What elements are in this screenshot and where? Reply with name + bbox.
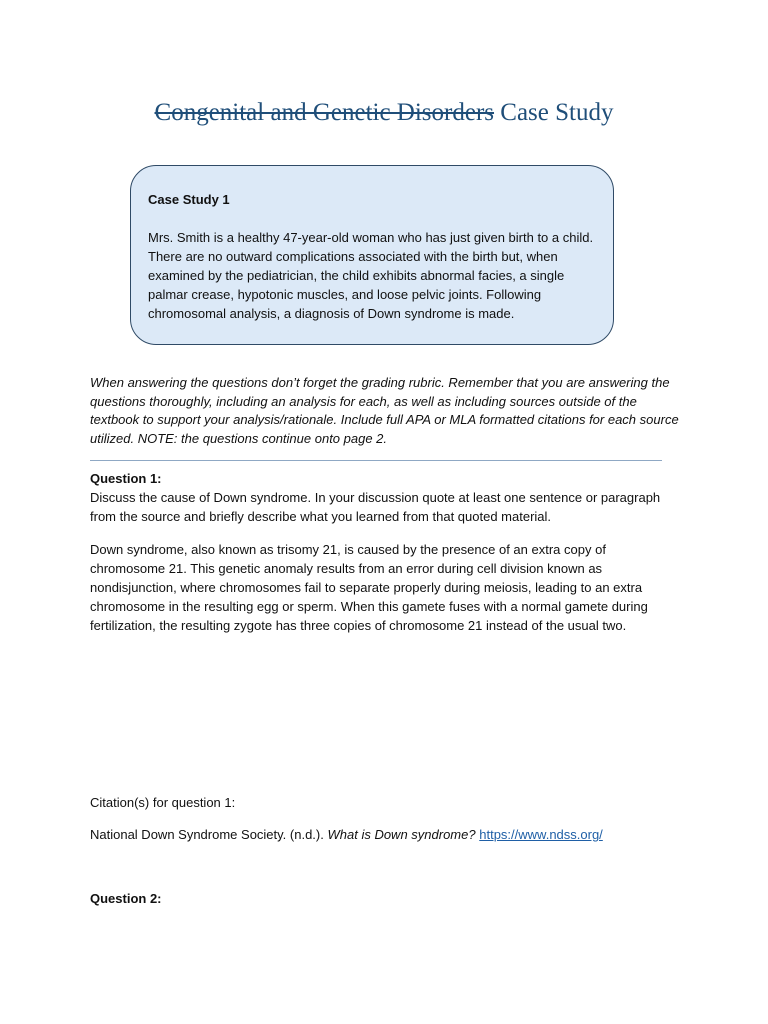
citation-work-title: What is Down syndrome? [327,827,476,842]
question-2-label: Question 2: [90,891,162,906]
page-title [0,98,768,128]
citation-link[interactable]: https://www.ndss.org/ [479,827,603,842]
question-1-label: Question 1: [90,471,162,486]
case-study-box [130,165,614,345]
page-title-rest: Case Study [494,99,614,126]
question-1-answer[interactable]: Down syndrome, also known as trisomy 21, is caused by the presence of an extra copy of chromosome 21. This genetic anomaly results from an error during cell division known as nondisjunction, where chromosomes fail to separate properly during meiosis, leading to an extra chromosome in the resulting egg or sperm. When this gamete fuses with a normal gamete during fertilization, the resulting zygote has three copies of chromosome 21 instead of the usual two. [90,542,648,633]
case-study-text: Mrs. Smith is a healthy 47-year-old woman who has just given birth to a child. There are no outward complications associated with the birth but, when examined by the pediatrician, the child exhibits abnormal facies, a single palmar crease, hypotonic muscles, and loose pelvic joints. Following chromosomal analysis, a diagnosis of Down syndrome is made. [148,230,594,321]
instructions-text: When answering the questions don’t forget the grading rubric. Remember that you are answering the questions thoroughly, including an analysis for each, as well as including sources outside of the textbook to support your analysis/rationale. Include full APA or MLA formatted citations for each source utilized. NOTE: the questions continue onto page 2. [90,375,679,446]
page-title-struck: Congenital and Genetic Disorders [154,99,495,126]
citation-author: National Down Syndrome Society. (n.d.). [90,827,328,842]
question-1-prompt: Discuss the cause of Down syndrome. In your discussion quote at least one sentence or paragraph from the source and briefly describe what you learned from that quoted material. [90,490,661,524]
case-study-heading: Case Study 1 [148,192,230,207]
citation-entry [90,825,682,844]
section-divider [90,460,662,461]
citation-label: Citation(s) for question 1: [90,795,236,810]
